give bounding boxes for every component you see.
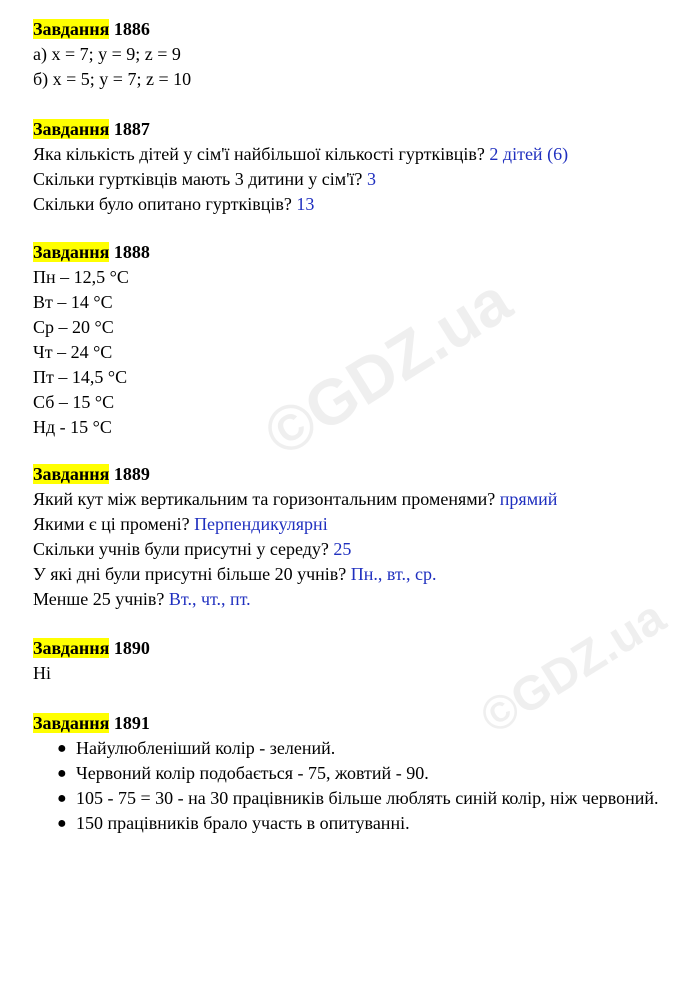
question-text: Якими є ці промені? [33, 514, 190, 534]
answer-text: Перпендикулярні [194, 514, 328, 534]
bullet-icon: ● [57, 765, 67, 782]
list-item [33, 761, 683, 786]
list-item [33, 786, 683, 811]
task-title-highlight: Завдання [33, 638, 110, 658]
task-title [33, 117, 683, 142]
task-title-highlight: Завдання [33, 713, 110, 733]
answer-line: а) x = 7; y = 9; z = 9 [33, 44, 181, 64]
task-title-highlight: Завдання [33, 19, 110, 39]
qa-line [33, 487, 683, 512]
task-1888 [33, 240, 683, 440]
task-title-highlight: Завдання [33, 119, 110, 139]
task-number: 1889 [113, 464, 150, 484]
bullet-icon: ● [57, 790, 67, 807]
answer-text: 2 дітей (6) [489, 144, 569, 164]
list-item-text: Найулюбленіший колір - зелений. [76, 738, 336, 758]
task-title [33, 240, 683, 265]
question-text: Яка кількість дітей у сім'ї найбільшої кількості гуртківців? [33, 144, 485, 164]
question-text: Який кут між вертикальним та горизонтальним променями? [33, 489, 496, 509]
answer-line: Ні [33, 663, 51, 683]
task-1891 [33, 711, 683, 836]
task-number: 1887 [113, 119, 150, 139]
bullet-icon: ● [57, 815, 67, 832]
temperature-line: Чт – 24 °С [33, 342, 113, 362]
question-text: Менше 25 учнів? [33, 589, 165, 609]
question-text: У які дні були присутні більше 20 учнів? [33, 564, 347, 584]
qa-line [33, 142, 683, 167]
watermark-logo: ©GDZ.ua [251, 263, 523, 471]
temperature-line: Вт – 14 °С [33, 292, 113, 312]
answer-line: б) x = 5; y = 7; z = 10 [33, 69, 192, 89]
temperature-line: Пт – 14,5 °С [33, 367, 128, 387]
qa-line [33, 192, 683, 217]
bullet-icon: ● [57, 740, 67, 757]
answer-text: 3 [366, 169, 376, 189]
task-1886 [33, 17, 683, 92]
list-item-text: 105 - 75 = 30 - на 30 працівників більше люблять синій колір, ніж червоний. [76, 788, 659, 808]
task-1889 [33, 462, 683, 612]
task-1890 [33, 636, 683, 686]
question-text: Скільки учнів були присутні у середу? [33, 539, 329, 559]
list-item-text: Червоний колір подобається - 75, жовтий - 90. [76, 763, 429, 783]
answer-text: Пн., вт., ср. [350, 564, 437, 584]
watermark-logo: ©GDZ.ua [471, 590, 675, 745]
qa-line [33, 562, 683, 587]
qa-line [33, 587, 683, 612]
temperature-line: Нд - 15 °С [33, 417, 112, 437]
task-title-highlight: Завдання [33, 464, 110, 484]
temperature-line: Пн – 12,5 °С [33, 267, 129, 287]
task-title [33, 462, 683, 487]
answer-text: прямий [499, 489, 558, 509]
temperature-line: Ср – 20 °С [33, 317, 114, 337]
temperature-line: Сб – 15 °С [33, 392, 115, 412]
task-title [33, 711, 683, 736]
answer-text: 13 [296, 194, 315, 214]
task-1887 [33, 117, 683, 217]
list-item-text: 150 працівників брало участь в опитуванні. [76, 813, 410, 833]
task-title [33, 17, 683, 42]
question-text: Скільки було опитано гуртківців? [33, 194, 292, 214]
qa-line [33, 537, 683, 562]
task-number: 1888 [113, 242, 150, 262]
task-number: 1886 [113, 19, 150, 39]
task-number: 1890 [113, 638, 150, 658]
qa-line [33, 167, 683, 192]
task-number: 1891 [113, 713, 150, 733]
answer-text: Вт., чт., пт. [168, 589, 251, 609]
task-title [33, 636, 683, 661]
bullet-list [33, 736, 683, 836]
task-title-highlight: Завдання [33, 242, 110, 262]
question-text: Скільки гуртківців мають 3 дитини у сім'ї? [33, 169, 363, 189]
answer-text: 25 [333, 539, 352, 559]
list-item [33, 736, 683, 761]
list-item [33, 811, 683, 836]
qa-line [33, 512, 683, 537]
